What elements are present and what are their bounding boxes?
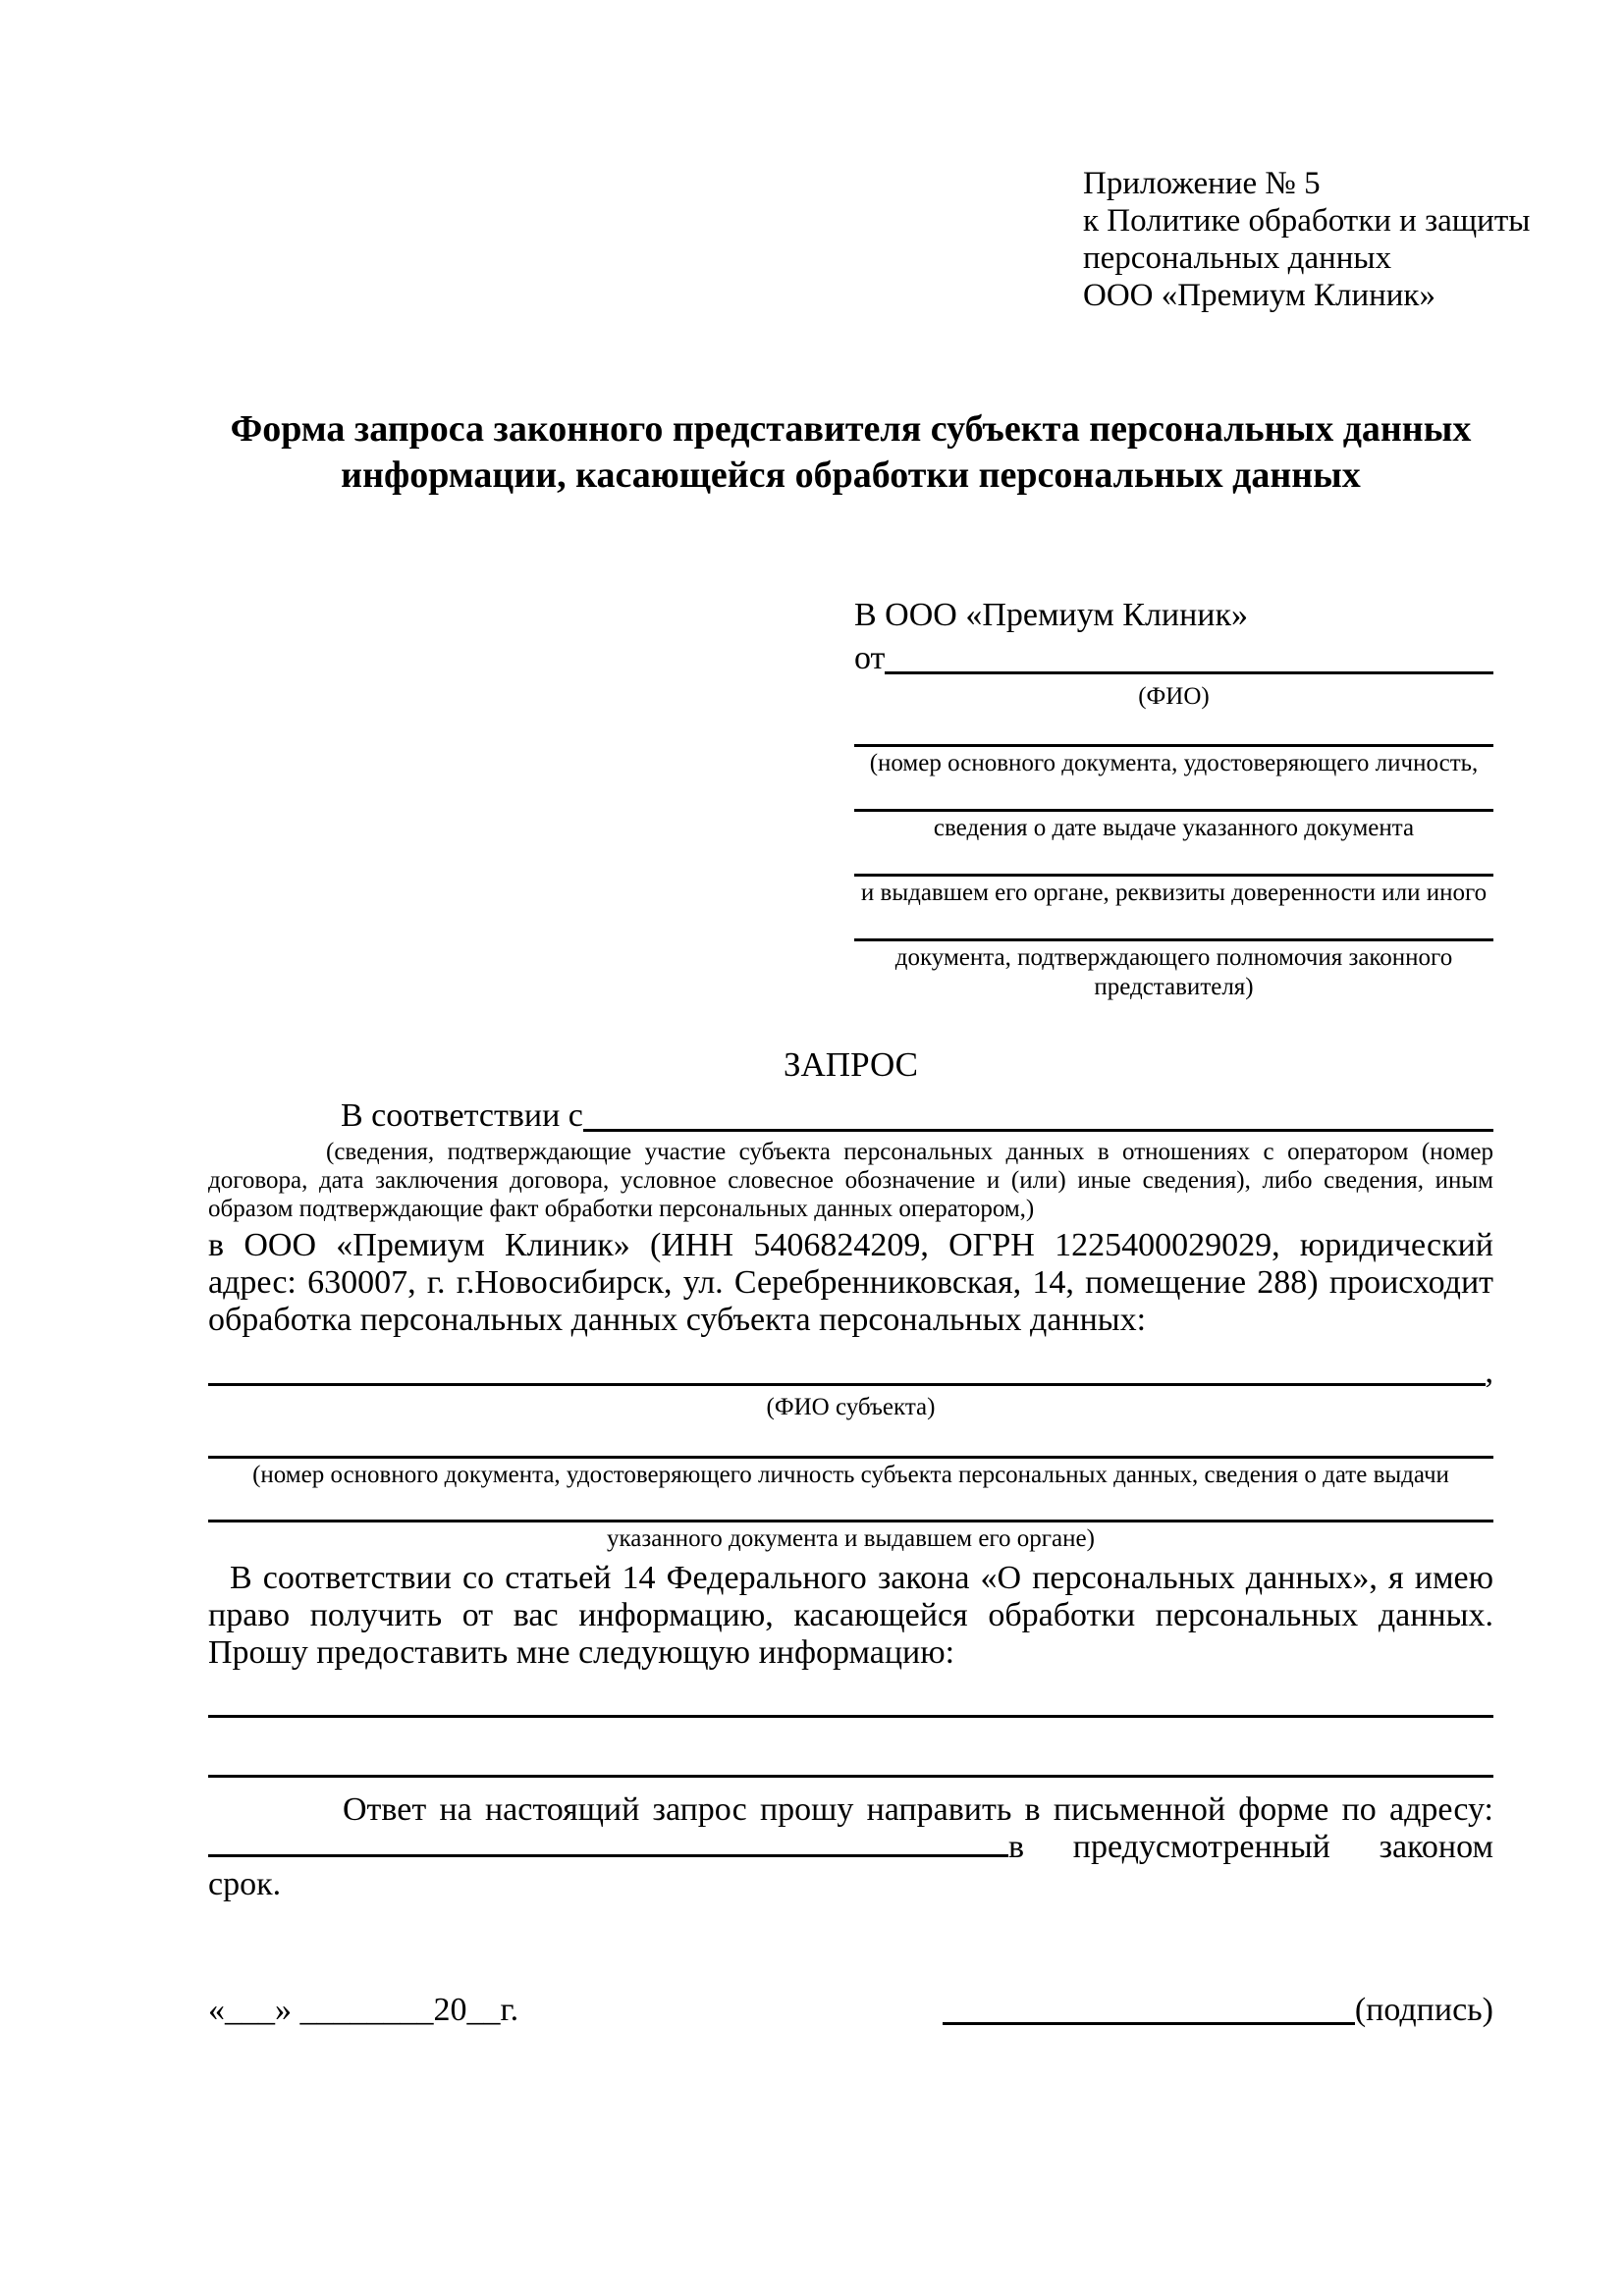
appendix-policy-line: к Политике обработки и защиты xyxy=(1083,203,1531,239)
page-title: Форма запроса законного представителя субъекта персональных данных информации, касающейся обработки персональных данных xyxy=(230,408,1472,496)
subject-fio-field-line xyxy=(208,1383,1486,1386)
representative-doc-caption-2: сведения о дате выдаче указанного документа xyxy=(933,815,1415,841)
subject-doc-caption-1: (номер основного документа, удостоверяющего личность субъекта персональных данных, сведения о дате выдачи xyxy=(252,1462,1449,1488)
subject-doc-field-line-2 xyxy=(208,1520,1493,1522)
reply-tail: в предусмотренный законом срок. xyxy=(208,1829,1493,1902)
reply-lead: Ответ на настоящий запрос прошу направить в письменной форме по адресу: xyxy=(343,1791,1493,1828)
document-content xyxy=(208,0,1531,2031)
information-field-line-2 xyxy=(208,1775,1493,1778)
from-label: от xyxy=(854,640,886,676)
reply-paragraph xyxy=(208,1791,1493,1903)
addressee-block xyxy=(854,594,1493,1002)
signature-caption: (подпись) xyxy=(1354,1992,1493,2028)
representative-doc-caption-3: и выдавшем его органе, реквизиты доверенности или иного xyxy=(860,880,1488,906)
from-row xyxy=(854,637,1493,680)
subject-fio-comma: , xyxy=(1485,1354,1493,1390)
representative-fio-field-line xyxy=(885,671,1493,674)
operator-paragraph: в ООО «Премиум Клиник» (ИНН 5406824209, ОГРН 1225400029029, юридический адрес: 630007, г. г.Новосибирск, ул. Серебренниковская, 14, помещение 288) происходит обработка персональных данных субъекта персональных данных: xyxy=(208,1227,1493,1338)
representative-doc-caption-1: (номер основного документа, удостоверяющего личность, xyxy=(869,750,1479,776)
appendix-company: ООО «Премиум Клиник» xyxy=(1083,278,1435,313)
fio-caption: (ФИО) xyxy=(1138,683,1210,710)
basis-field-line xyxy=(583,1129,1493,1132)
subject-doc-caption-2: указанного документа и выдавшем его органе) xyxy=(607,1525,1095,1552)
appendix-policy-line2: персональных данных xyxy=(1083,240,1392,276)
subject-fio-caption: (ФИО субъекта) xyxy=(766,1394,936,1420)
reply-address-field-line xyxy=(208,1829,1008,1857)
signature-field-line xyxy=(943,2022,1355,2025)
basis-note: (сведения, подтверждающие участие субъекта персональных данных в отношениях с оператором (номер договора, дата заключения договора, условное словесное обозначение и (или) иные сведения), либо сведения, иным образом подтверждающие факт обработки персональных данных оператором,) xyxy=(208,1139,1493,1222)
representative-doc-field-line-1 xyxy=(854,744,1493,747)
representative-doc-field-line-4 xyxy=(854,938,1493,941)
subject-doc-field-line-1 xyxy=(208,1456,1493,1459)
representative-doc-caption-4: документа, подтверждающего полномочия законного представителя) xyxy=(894,944,1453,1000)
date-line: «___» ________20__г. xyxy=(208,1992,519,2028)
information-field-line-1 xyxy=(208,1715,1493,1718)
addressee-organization: В ООО «Премиум Клиник» xyxy=(854,597,1249,633)
date-signature-row xyxy=(208,1990,1493,2031)
law-paragraph: В соответствии со статьей 14 Федерального закона «О персональных данных», я имею право получить от вас информацию, касающейся обработки персональных данных. Прошу предоставить мне следующую информацию: xyxy=(208,1560,1493,1671)
appendix-header xyxy=(1083,165,1531,314)
representative-doc-field-line-3 xyxy=(854,874,1493,877)
basis-row xyxy=(208,1095,1493,1138)
signature-group xyxy=(943,1990,1493,2031)
request-heading: ЗАПРОС xyxy=(783,1045,919,1084)
subject-fio-row xyxy=(208,1353,1493,1392)
basis-lead: В соответствии с xyxy=(341,1097,583,1134)
representative-doc-field-line-2 xyxy=(854,809,1493,812)
appendix-number: Приложение № 5 xyxy=(1083,166,1321,201)
